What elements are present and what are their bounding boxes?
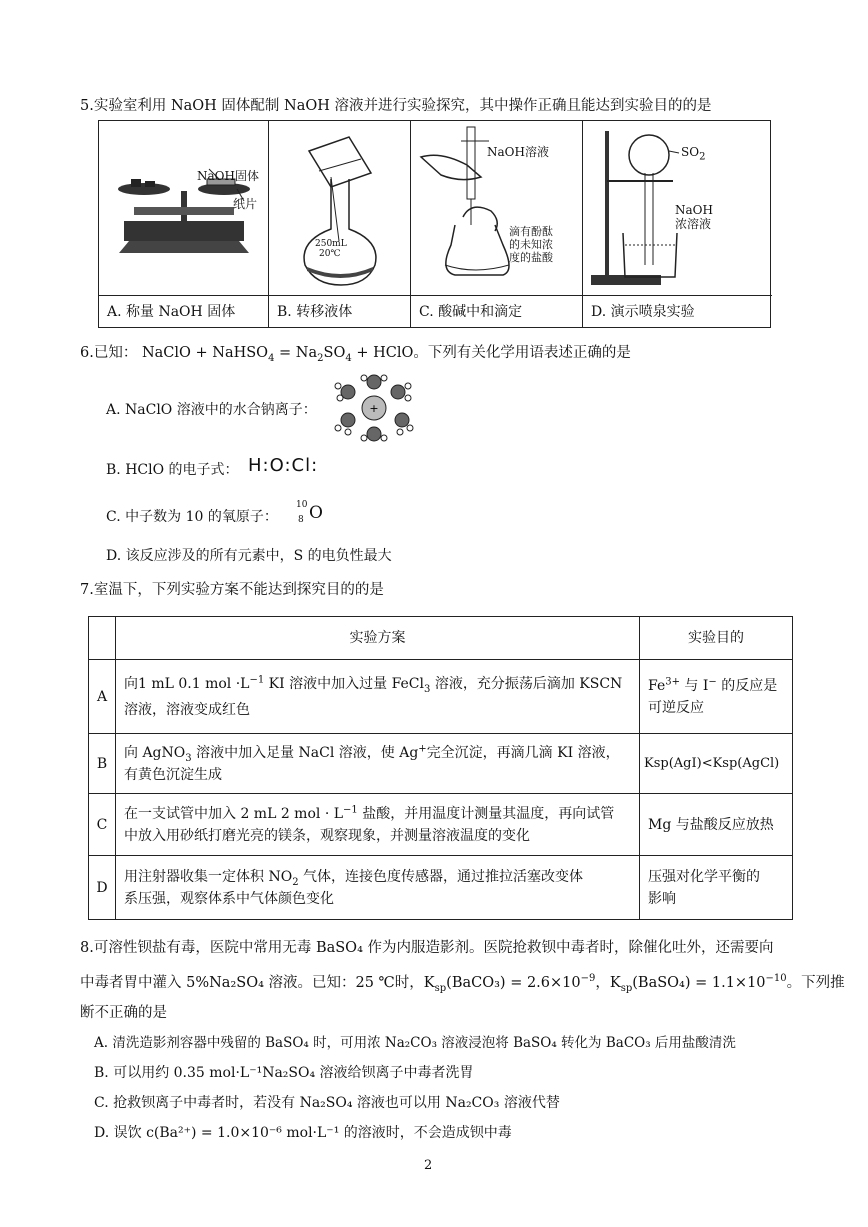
flask-volume-label: 250mL (315, 239, 347, 249)
volumetric-flask-illustration (269, 121, 411, 297)
q8-sub: sp (434, 982, 447, 994)
plan-line: 中放入用砂纸打磨光亮的镁条，观察现象，并测量溶液温度的变化 (124, 827, 530, 844)
goal-line (648, 675, 784, 697)
q6-stem (80, 343, 631, 363)
plan-text: 用注射器收集一定体积 NO (124, 868, 293, 885)
header-blank (89, 617, 116, 660)
q5-figure-table (98, 120, 771, 328)
q6-option-b: B. HClO 的电子式： (106, 462, 239, 478)
naoh-solution-label: NaOH溶液 (487, 145, 549, 159)
q5-option-c-cell (411, 121, 583, 327)
row-label: D (89, 856, 116, 920)
goal-sup: − (708, 675, 717, 687)
hclo-electron-formula: H:O:Cl: (248, 455, 319, 476)
naoh-conc-label (675, 203, 713, 231)
row-plan (116, 660, 640, 734)
q8-option-c: C. 抢救钡离子中毒者时，若没有 Na₂SO₄ 溶液也可以用 Na₂CO₃ 溶液代替 (94, 1095, 560, 1111)
oxygen-mass-number: 10 (296, 500, 308, 510)
goal-line: 影响 (648, 890, 676, 907)
oxygen-symbol: O (309, 503, 323, 523)
flask-temp-label: 20℃ (319, 249, 341, 259)
plan-sub: 2 (292, 876, 299, 888)
so2-subscript: 2 (699, 151, 706, 163)
oxygen-atomic-number: 8 (298, 515, 304, 525)
plan-sup: −1 (343, 803, 358, 815)
q6-stem-part: + HClO。下列有关化学用语表述正确的是 (351, 345, 631, 361)
plan-text: 溶液中加入足量 NaCl 溶液，使 Ag (191, 744, 419, 761)
q6-stem-sub: 4 (268, 352, 275, 364)
plan-line: 溶液，溶液变成红色 (124, 701, 250, 718)
so2-label (681, 145, 706, 163)
naoh-solid-label: NaOH固体 (197, 169, 259, 183)
plan-sup: + (418, 742, 427, 754)
row-goal (640, 856, 793, 920)
q8-option-b: B. 可以用约 0.35 mol·L⁻¹Na₂SO₄ 溶液给钡离子中毒者洗胃 (94, 1065, 474, 1081)
q8-sub: sp (620, 982, 633, 994)
naoh-conc-line-1: NaOH (675, 203, 713, 217)
plan-line (124, 671, 631, 697)
q5-option-d-cell (583, 121, 772, 327)
q5-option-b-cell (269, 121, 411, 327)
acid-label (509, 225, 553, 264)
plan-text: 盐酸，并用温度计测量其温度，再向试管 (357, 805, 615, 822)
naoh-conc-line-2: 浓溶液 (675, 217, 712, 231)
q8-sup: −10 (765, 973, 787, 985)
q5-option-d: D. 演示喷泉实验 (583, 295, 772, 327)
row-goal: Mg 与盐酸反应放热 (640, 794, 793, 856)
plan-line: 系压强，观察体系中气体颜色变化 (124, 890, 334, 907)
acid-label-line-2: 的未知浓 (509, 238, 553, 251)
row-plan (116, 794, 640, 856)
plan-sub: 3 (424, 683, 431, 695)
plan-line: 有黄色沉淀生成 (124, 766, 222, 783)
goal-text: 的反应是 (716, 677, 778, 694)
plan-text: 向 AgNO (124, 744, 186, 761)
goal-sup: 3+ (665, 675, 680, 687)
plan-line (124, 803, 631, 825)
goal-line: 压强对化学平衡的 (648, 868, 760, 885)
plan-line (124, 866, 631, 888)
plan-text: 完全沉淀，再滴几滴 KI 溶液， (426, 744, 620, 761)
header-plan: 实验方案 (116, 617, 640, 660)
q8-text: (BaSO₄) = 1.1×10 (632, 975, 766, 991)
row-label: C (89, 794, 116, 856)
so2-label-text: SO (681, 145, 700, 159)
q8-text: (BaCO₃) = 2.6×10 (446, 975, 581, 991)
q8-stem-line-2 (80, 973, 845, 993)
q5-option-b: B. 转移液体 (269, 295, 410, 327)
header-goal: 实验目的 (640, 617, 793, 660)
goal-line: 可逆反应 (648, 699, 704, 716)
q5-stem: 5.实验室利用 NaOH 固体配制 NaOH 溶液并进行实验探究，其中操作正确且能达到实验目的的是 (80, 98, 712, 114)
row-label: B (89, 734, 116, 794)
svg-text:+: + (369, 402, 379, 415)
plan-text: 在一支试管中加入 2 mL 2 mol · L (124, 805, 344, 822)
q6-stem-sub: 2 (317, 352, 324, 364)
table-row (89, 660, 793, 734)
plan-line (124, 742, 631, 764)
row-plan (116, 856, 640, 920)
row-plan (116, 734, 640, 794)
q6-stem-part: 6.已知： NaClO + NaHSO (80, 345, 269, 361)
q8-text: 中毒者胃中灌入 5%Na₂SO₄ 溶液。已知：25 ℃时，K (80, 975, 435, 991)
q8-text: ，K (595, 975, 621, 991)
q7-table (88, 616, 793, 920)
q8-option-d: D. 误饮 c(Ba²⁺) = 1.0×10⁻⁶ mol·L⁻¹ 的溶液时，不会造成钡中毒 (94, 1125, 512, 1141)
q6-option-a: A. NaClO 溶液中的水合钠离子： (106, 402, 317, 418)
q5-option-a-cell (99, 121, 269, 327)
plan-sup: −1 (249, 673, 265, 685)
q6-stem-part: SO (323, 345, 346, 361)
q8-stem-line-1: 8.可溶性钡盐有毒，医院中常用无毒 BaSO₄ 作为内服造影剂。医院抢救钡中毒者时，除催化吐外，还需要向 (80, 940, 774, 956)
hydrated-sodium-ion-illustration (334, 374, 414, 442)
goal-text: Fe (648, 677, 666, 694)
goal-text: 与 I (679, 677, 709, 694)
q7-stem: 7.室温下，下列实验方案不能达到探究目的的是 (80, 582, 384, 598)
q5-option-a: A. 称量 NaOH 固体 (99, 295, 268, 327)
page-number: 2 (424, 1158, 433, 1173)
q6-option-d: D. 该反应涉及的所有元素中，S 的电负性最大 (106, 548, 392, 564)
plan-sub: 3 (185, 752, 192, 764)
q8-text: 。下列推 (786, 975, 845, 991)
q6-option-c: C. 中子数为 10 的氧原子： (106, 509, 278, 525)
table-row (89, 794, 793, 856)
row-goal (640, 660, 793, 734)
plan-text: KI 溶液中加入过量 FeCl (264, 675, 424, 692)
table-header-row (89, 617, 793, 660)
q8-stem-line-3: 断不正确的是 (80, 1005, 167, 1021)
q6-stem-sub: 4 (345, 352, 352, 364)
row-label: A (89, 660, 116, 734)
paper-label: 纸片 (233, 197, 258, 211)
q8-option-a: A. 清洗造影剂容器中残留的 BaSO₄ 时，可用浓 Na₂CO₃ 溶液浸泡将 BaSO₄ 转化为 BaCO₃ 后用盐酸清洗 (94, 1035, 736, 1051)
plan-text: 向1 mL 0.1 mol ·L (124, 675, 250, 692)
acid-label-line-3: 度的盐酸 (509, 251, 553, 264)
q6-stem-part: = Na (274, 345, 318, 361)
q5-option-c: C. 酸碱中和滴定 (411, 295, 582, 327)
table-row (89, 856, 793, 920)
q8-sup: −9 (580, 973, 596, 985)
plan-text: 气体，连接色度传感器，通过推拉活塞改变体 (298, 868, 584, 885)
row-goal: Ksp(AgI)<Ksp(AgCl) (640, 734, 793, 794)
plan-text: 溶液，充分振荡后滴加 KSCN (430, 675, 623, 692)
acid-label-line-1: 滴有酚酞 (509, 225, 553, 238)
table-row (89, 734, 793, 794)
